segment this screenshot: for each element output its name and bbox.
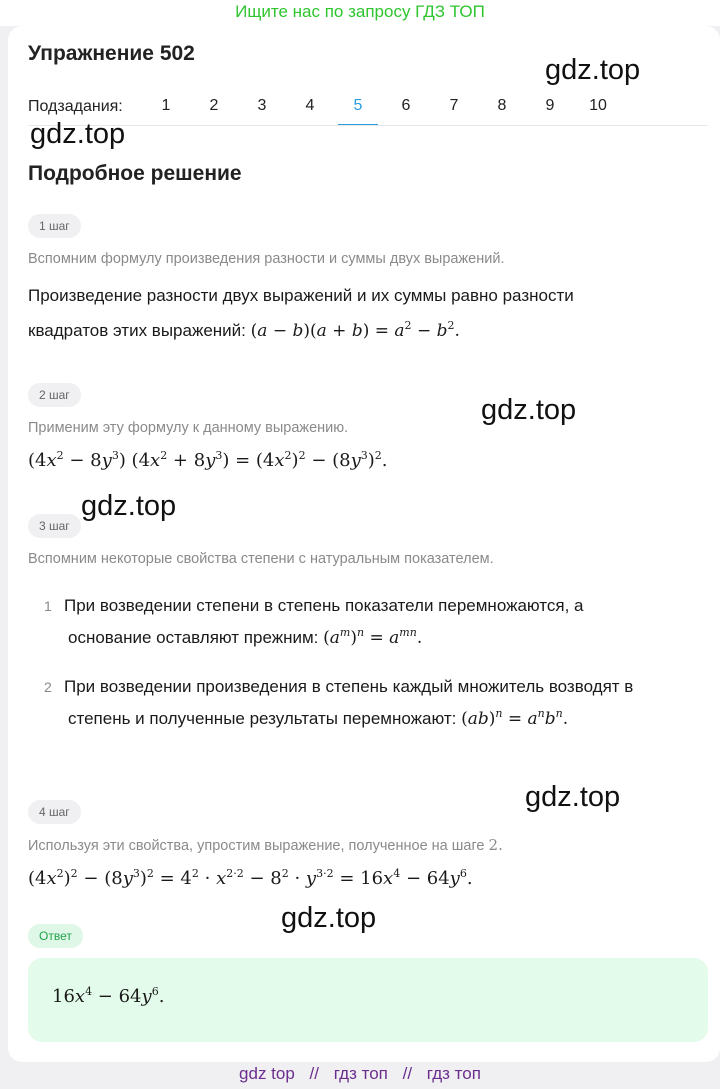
footer-separator: // (309, 1064, 319, 1083)
answer-badge: Ответ (28, 924, 83, 948)
exercise-card (8, 26, 720, 1062)
difference-of-squares-formula: $(a - b)(a + b) = a^2 - b^2$. (250, 319, 460, 341)
footer-link-gdz-top-ru[interactable]: гдз топ (333, 1064, 388, 1083)
watermark: gdz.top (545, 54, 641, 86)
step-4-hint-text: Используя эти свойства, упростим выражение, полученное на шаге (28, 838, 485, 854)
tab-9[interactable]: 9 (545, 97, 555, 114)
tab-1[interactable]: 1 (161, 97, 171, 114)
step-3-hint: Вспомним некоторые свойства степени с натуральным показателем. (28, 551, 494, 567)
property-2-line1: При возведении произведения в степень каждый множитель возводят в (64, 677, 634, 696)
step-2-badge: 2 шаг (28, 383, 81, 407)
tab-3[interactable]: 3 (257, 97, 267, 114)
tab-7[interactable]: 7 (449, 97, 459, 114)
footer-link-gdz-top-ru-2[interactable]: гдз топ (426, 1064, 481, 1083)
answer-formula: $16x^4 - 64y^6$. (52, 985, 165, 1007)
section-title: Подробное решение (28, 162, 242, 185)
watermark: gdz.top (30, 118, 126, 150)
search-banner: Ищите нас по запросу ГДЗ ТОП (0, 0, 720, 26)
tab-8[interactable]: 8 (497, 97, 507, 114)
property-item-1 (44, 590, 584, 654)
step-4-hint (28, 836, 503, 854)
power-of-power-formula: $(a^m)^n = a^{mn}$. (323, 626, 423, 648)
answer-box (28, 958, 708, 1042)
tab-10[interactable]: 10 (589, 97, 607, 114)
watermark: gdz.top (81, 490, 177, 522)
property-1-line1: При возведении степени в степень показатели перемножаются, а (64, 596, 584, 615)
step-2-hint: Применим эту формулу к данному выражению. (28, 420, 349, 436)
property-2-line2-label: степень и полученные результаты перемножают: (68, 709, 457, 728)
property-1-line2-label: основание оставляют прежним: (68, 628, 319, 647)
property-2-line2 (68, 703, 633, 735)
property-item-2 (44, 671, 633, 735)
tabs-divider (28, 125, 708, 126)
step-1-badge: 1 шаг (28, 214, 81, 238)
exercise-title: Упражнение 502 (28, 42, 195, 65)
watermark: gdz.top (481, 394, 577, 426)
step-3-badge: 3 шаг (28, 514, 81, 538)
step-1-text-line2-label: квадратов этих выражений: (28, 321, 246, 340)
property-number-2: 2 (44, 679, 52, 695)
footer-link-gdz-top[interactable]: gdz top (239, 1064, 295, 1083)
step-1-text-line2 (28, 316, 460, 346)
step-4-badge: 4 шаг (28, 800, 81, 824)
property-1-line2 (68, 622, 584, 654)
subtasks-label: Подзадания: (28, 98, 123, 115)
step-2-formula: $(4x^2 - 8y^3) (4x^2 + 8y^3) = (4x^2)^2 - (8y^3)^2$. (28, 449, 388, 471)
power-of-product-formula: $(ab)^n = a^nb^n$. (461, 707, 569, 729)
watermark: gdz.top (281, 902, 377, 934)
step-1-text-line1: Произведение разности двух выражений и их суммы равно разности (28, 286, 574, 305)
property-number-1: 1 (44, 598, 52, 614)
watermark: gdz.top (525, 781, 621, 813)
footer-separator: // (402, 1064, 413, 1083)
tab-2[interactable]: 2 (209, 97, 219, 114)
step-4-formula: $(4x^2)^2 - (8y^3)^2 = 4^2 \cdot x^{2\cdot 2} - 8^2 \cdot y^{3\cdot 2} = 16x^4 - 64y^6$. (28, 867, 473, 889)
footer-links (0, 1062, 720, 1089)
tab-5[interactable]: 5 (338, 86, 378, 126)
tab-4[interactable]: 4 (305, 97, 315, 114)
step-1-hint: Вспомним формулу произведения разности и суммы двух выражений. (28, 251, 505, 267)
step-4-hint-number: 2. (488, 836, 503, 854)
tab-6[interactable]: 6 (401, 97, 411, 114)
